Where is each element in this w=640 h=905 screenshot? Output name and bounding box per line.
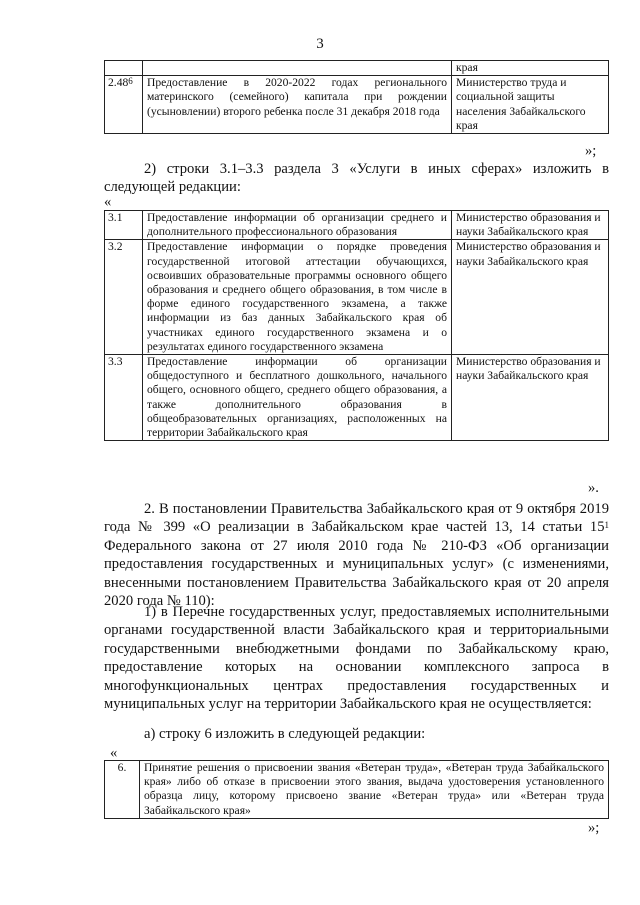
cell-agency: Министерство образования и науки Забайкальского края [452, 355, 609, 441]
paragraph-list: 1) в Перечне государственных услуг, предоставляемых исполнительными органами государственной власти Забайкальского края и территориальными государственными внебюджетными фондами по Забайкальскому краю, предоставление которых на основании комплексного запроса в многофункциональных центрах предоставления государственных и муниципальных услуг на территории Забайкальского края не осуществляется: [104, 604, 609, 713]
opening-quote: « [110, 745, 118, 761]
cell-text: Предоставление в 2020-2022 годах регионального материнского (семейного) капитала при рождении (усыновлении) второго ребенка после 31 декабря 2018 года [143, 76, 452, 134]
cell-agency: Министерство образования и науки Забайкальского края [452, 240, 609, 355]
cell-text: Предоставление информации об организации общедоступного и бесплатного дошкольного, начального общего, основного общего, среднего общего образования, а также дополнительного образования в общеобразовательных организациях, расположенных на территории Забайкальского края [143, 355, 452, 441]
table-row [105, 76, 609, 134]
paragraph-item2: 2) строки 3.1–3.3 раздела 3 «Услуги в иных сферах» изложить в следующей редакции: [104, 161, 609, 196]
table-row [105, 240, 609, 355]
cell-num: 6. [105, 761, 140, 819]
paragraph-row6: а) строку 6 изложить в следующей редакции: [144, 726, 426, 742]
cell-text: Предоставление информации о порядке проведения государственной итоговой аттестации обучающихся, освоивших образовательные программы основного общего образования и среднего общего образования, в том числе в форме единого государственного экзамена, а также информации из баз данных Забайкальского края об участниках единого государственного экзамена и о результатах единого государственного экзамена [143, 240, 452, 355]
cell-num [105, 61, 143, 76]
cell-agency: Министерство образования и науки Забайкальского края [452, 211, 609, 240]
cell-num: 3.2 [105, 240, 143, 355]
cell-agency: Министерство труда и социальной защиты населения Забайкальского края [452, 76, 609, 134]
num-superscript: 6 [128, 76, 133, 87]
opening-quote: « [104, 194, 112, 210]
table-veteran [104, 760, 609, 819]
article-superscript: 1 [604, 520, 609, 531]
paragraph-resolution: 2. В постановлении Правительства Забайкальского края от 9 октября 2019 года № 399 «О реализации в Забайкальском крае частей 13, 14 статьи $15^1$ Федерального закона от 27 июля 2010 года № 210-ФЗ «Об организации предоставления государственных и муниципальных услуг» (с изменениями, внесенными постановлением Правительства Забайкальского края от 20 апреля 2020 года № 110): [104, 501, 609, 610]
table-row [105, 61, 609, 76]
table-top [104, 60, 609, 134]
table-row [105, 761, 609, 819]
cell-agency: края [452, 61, 609, 76]
closing-quote: »; [585, 143, 597, 159]
cell-num: 2.48$^6$ [105, 76, 143, 134]
cell-text [143, 61, 452, 76]
closing-quote: ». [588, 480, 599, 496]
table-row [105, 211, 609, 240]
closing-quote: »; [588, 820, 600, 836]
page-number: 3 [316, 36, 324, 52]
cell-text: Предоставление информации об организации среднего и дополнительного профессионального образования [143, 211, 452, 240]
cell-num: 3.3 [105, 355, 143, 441]
cell-text: Принятие решения о присвоении звания «Ветеран труда», «Ветеран труда Забайкальского края» либо об отказе в присвоении этого звания, выдача удостоверения установленного образца лицу, которому присвоено звание «Ветеран труда» или «Ветеран труда Забайкальского края» [140, 761, 609, 819]
table-row [105, 355, 609, 441]
table-services [104, 210, 609, 441]
cell-num: 3.1 [105, 211, 143, 240]
